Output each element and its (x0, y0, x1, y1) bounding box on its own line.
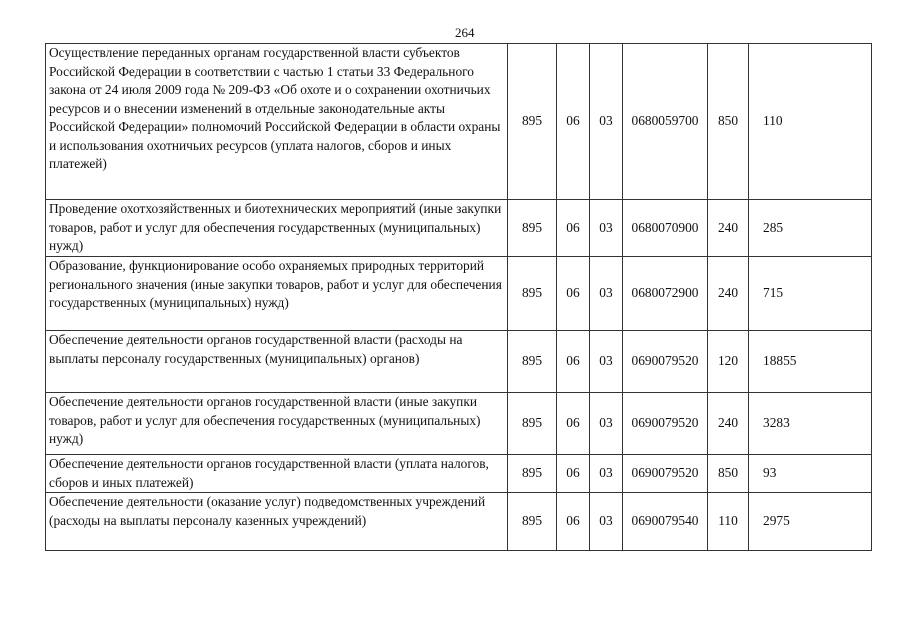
section-cell: 06 (557, 455, 590, 493)
description-cell: Обеспечение деятельности органов государственной власти (расходы на выплаты персоналу государственных (муниципальных) органов) (46, 331, 508, 393)
subsection-cell: 03 (590, 393, 623, 455)
table-row (46, 200, 872, 257)
amount-cell: 2975 (749, 493, 872, 551)
subsection-cell: 03 (590, 493, 623, 551)
amount-cell: 285 (749, 200, 872, 257)
subsection-cell: 03 (590, 331, 623, 393)
description-cell: Образование, функционирование особо охраняемых природных территорий регионального значения (иные закупки товаров, работ и услуг для обеспечения государственных (муниципальных) нужд) (46, 257, 508, 331)
table-row (46, 455, 872, 493)
page-number: 264 (455, 25, 475, 40)
amount-cell: 715 (749, 257, 872, 331)
ved-cell: 895 (508, 257, 557, 331)
amount-cell: 93 (749, 455, 872, 493)
ved-cell: 895 (508, 44, 557, 200)
expense-type-cell: 110 (708, 493, 749, 551)
section-cell: 06 (557, 257, 590, 331)
subsection-cell: 03 (590, 257, 623, 331)
target-article-cell: 0690079540 (623, 493, 708, 551)
description-cell: Обеспечение деятельности органов государственной власти (иные закупки товаров, работ и услуг для обеспечения государственных (муниципальных) нужд) (46, 393, 508, 455)
amount-cell: 3283 (749, 393, 872, 455)
expense-type-cell: 850 (708, 455, 749, 493)
target-article-cell: 0680072900 (623, 257, 708, 331)
subsection-cell: 03 (590, 455, 623, 493)
expense-type-cell: 240 (708, 393, 749, 455)
description-cell: Проведение охотхозяйственных и биотехнических мероприятий (иные закупки товаров, работ и услуг для обеспечения государственных (муниципальных) нужд) (46, 200, 508, 257)
expense-type-cell: 850 (708, 44, 749, 200)
target-article-cell: 0680070900 (623, 200, 708, 257)
section-cell: 06 (557, 44, 590, 200)
table-row (46, 257, 872, 331)
description-cell: Обеспечение деятельности (оказание услуг) подведомственных учреждений (расходы на выплаты персоналу казенных учреждений) (46, 493, 508, 551)
amount-cell: 110 (749, 44, 872, 200)
target-article-cell: 0690079520 (623, 393, 708, 455)
expense-type-cell: 240 (708, 257, 749, 331)
expense-type-cell: 120 (708, 331, 749, 393)
expense-type-cell: 240 (708, 200, 749, 257)
ved-cell: 895 (508, 455, 557, 493)
table-row (46, 493, 872, 551)
target-article-cell: 0690079520 (623, 331, 708, 393)
section-cell: 06 (557, 393, 590, 455)
description-cell: Осуществление переданных органам государственной власти субъектов Российской Федерации в соответствии с частью 1 статьи 33 Федерального закона от 24 июля 2009 года № 209-ФЗ «Об охоте и о сохранении охотничьих ресурсов и о внесении изменений в отдельные законодательные акты Российской Федерации» полномочий Российской Федерации в области охраны и использования охотничьих ресурсов (уплата налогов, сборов и иных платежей) (46, 44, 508, 200)
amount-cell: 18855 (749, 331, 872, 393)
budget-table (45, 43, 872, 551)
target-article-cell: 0690079520 (623, 455, 708, 493)
ved-cell: 895 (508, 200, 557, 257)
ved-cell: 895 (508, 331, 557, 393)
subsection-cell: 03 (590, 200, 623, 257)
target-article-cell: 0680059700 (623, 44, 708, 200)
section-cell: 06 (557, 200, 590, 257)
ved-cell: 895 (508, 493, 557, 551)
subsection-cell: 03 (590, 44, 623, 200)
table-row (46, 393, 872, 455)
table-row (46, 44, 872, 200)
ved-cell: 895 (508, 393, 557, 455)
section-cell: 06 (557, 493, 590, 551)
description-cell: Обеспечение деятельности органов государственной власти (уплата налогов, сборов и иных платежей) (46, 455, 508, 493)
section-cell: 06 (557, 331, 590, 393)
table-row (46, 331, 872, 393)
